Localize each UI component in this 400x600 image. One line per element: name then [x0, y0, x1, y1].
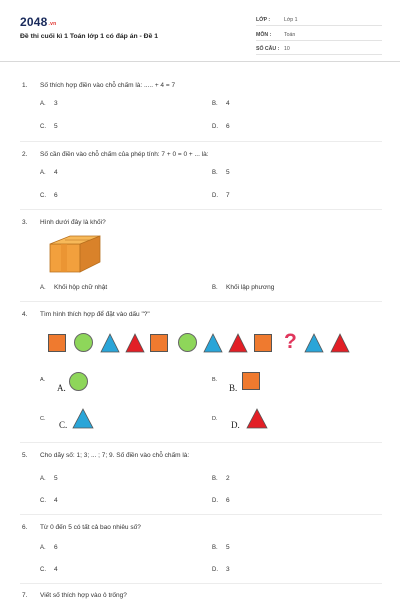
- option-c-inner-label: C.: [59, 420, 68, 430]
- orange-square-shape: [254, 334, 272, 352]
- question-text: Hình dưới đây là khối?: [40, 219, 106, 226]
- option-b[interactable]: B. 4: [212, 100, 230, 107]
- option-c[interactable]: C. 6: [40, 192, 58, 199]
- page-header: [0, 0, 400, 62]
- site-logo[interactable]: [20, 15, 56, 29]
- option-b-letter[interactable]: B.: [212, 377, 218, 383]
- shape-sequence: [48, 330, 358, 355]
- logo-suffix: .vn: [48, 21, 57, 27]
- option-d-red-triangle[interactable]: [246, 408, 268, 429]
- option-b[interactable]: B. 5: [212, 544, 230, 551]
- question-number: 1.: [22, 82, 28, 89]
- meta-key-subject: MÔN :: [256, 32, 272, 38]
- meta-value-subject: Toán: [284, 32, 296, 38]
- orange-square-shape: [48, 334, 66, 352]
- red-triangle-shape: [125, 333, 145, 353]
- question-text: Từ 0 đến 5 có tất cả bao nhiêu số?: [40, 524, 141, 531]
- meta-key-count: SỐ CÂU :: [256, 46, 280, 52]
- orange-square-shape: [150, 334, 168, 352]
- blue-triangle-shape: [100, 333, 120, 353]
- divider: [20, 514, 382, 515]
- option-b-orange-square[interactable]: [242, 372, 260, 390]
- meta-row-subject: [256, 30, 382, 41]
- meta-row-class: [256, 15, 382, 26]
- question-text: Số thích hợp điền vào chỗ chấm là: ..... + 4 = 7: [40, 82, 176, 89]
- question-text: Cho dãy số: 1; 3; ... ; 7; 9. Số điền vào chỗ chấm là:: [40, 452, 190, 459]
- divider: [20, 141, 382, 142]
- question-text: Số cần điền vào chỗ chấm của phép tính: 7 + 0 = 0 + ... là:: [40, 151, 209, 158]
- option-a[interactable]: A. 3: [40, 100, 58, 107]
- question-text: Tìm hình thích hợp để đặt vào dấu "?": [40, 311, 150, 318]
- option-a-inner-label: A.: [57, 383, 66, 393]
- option-c-blue-triangle[interactable]: [72, 408, 94, 429]
- option-a[interactable]: A. Khối hộp chữ nhật: [40, 284, 108, 291]
- question-number: 2.: [22, 151, 28, 158]
- question-mark-symbol: ?: [284, 330, 297, 353]
- option-a[interactable]: A. 6: [40, 544, 58, 551]
- question-number: 3.: [22, 219, 28, 226]
- option-d[interactable]: D. 3: [212, 566, 230, 573]
- divider: [20, 442, 382, 443]
- red-triangle-shape: [228, 333, 248, 353]
- meta-key-class: LỚP :: [256, 17, 271, 23]
- meta-row-count: [256, 44, 382, 55]
- option-a-green-circle[interactable]: [69, 372, 88, 391]
- option-d[interactable]: D. 7: [212, 192, 230, 199]
- divider: [20, 301, 382, 302]
- option-d-letter[interactable]: D.: [212, 416, 218, 422]
- option-b[interactable]: B. Khối lập phương: [212, 284, 275, 291]
- option-a[interactable]: A. 4: [40, 169, 58, 176]
- option-a-letter[interactable]: A.: [40, 377, 46, 383]
- logo-main: 2048: [20, 15, 48, 29]
- question-number: 5.: [22, 452, 28, 459]
- option-b[interactable]: B. 5: [212, 169, 230, 176]
- divider: [20, 583, 382, 584]
- question-text: Viết số thích hợp vào ô trống?: [40, 592, 127, 599]
- green-circle-shape: [178, 333, 197, 352]
- green-circle-shape: [74, 333, 93, 352]
- option-b-inner-label: B.: [229, 383, 238, 393]
- option-d[interactable]: D. 6: [212, 123, 230, 130]
- option-c[interactable]: C. 5: [40, 123, 58, 130]
- meta-value-class: Lớp 1: [284, 17, 298, 23]
- option-b[interactable]: B. 2: [212, 475, 230, 482]
- question-number: 6.: [22, 524, 28, 531]
- blue-triangle-shape: [304, 333, 324, 353]
- blue-triangle-shape: [203, 333, 223, 353]
- document-title: Đề thi cuối kì 1 Toán lớp 1 có đáp án - Đề 1: [20, 33, 159, 40]
- option-a[interactable]: A. 5: [40, 475, 58, 482]
- cardboard-box-image: [46, 232, 104, 274]
- question-number: 4.: [22, 311, 28, 318]
- red-triangle-shape: [330, 333, 350, 353]
- option-d[interactable]: D. 6: [212, 497, 230, 504]
- question-number: 7.: [22, 592, 28, 599]
- option-c[interactable]: C. 4: [40, 497, 58, 504]
- option-c[interactable]: C. 4: [40, 566, 58, 573]
- divider: [20, 209, 382, 210]
- option-d-inner-label: D.: [231, 420, 240, 430]
- meta-value-count: 10: [284, 46, 290, 52]
- option-c-letter[interactable]: C.: [40, 416, 46, 422]
